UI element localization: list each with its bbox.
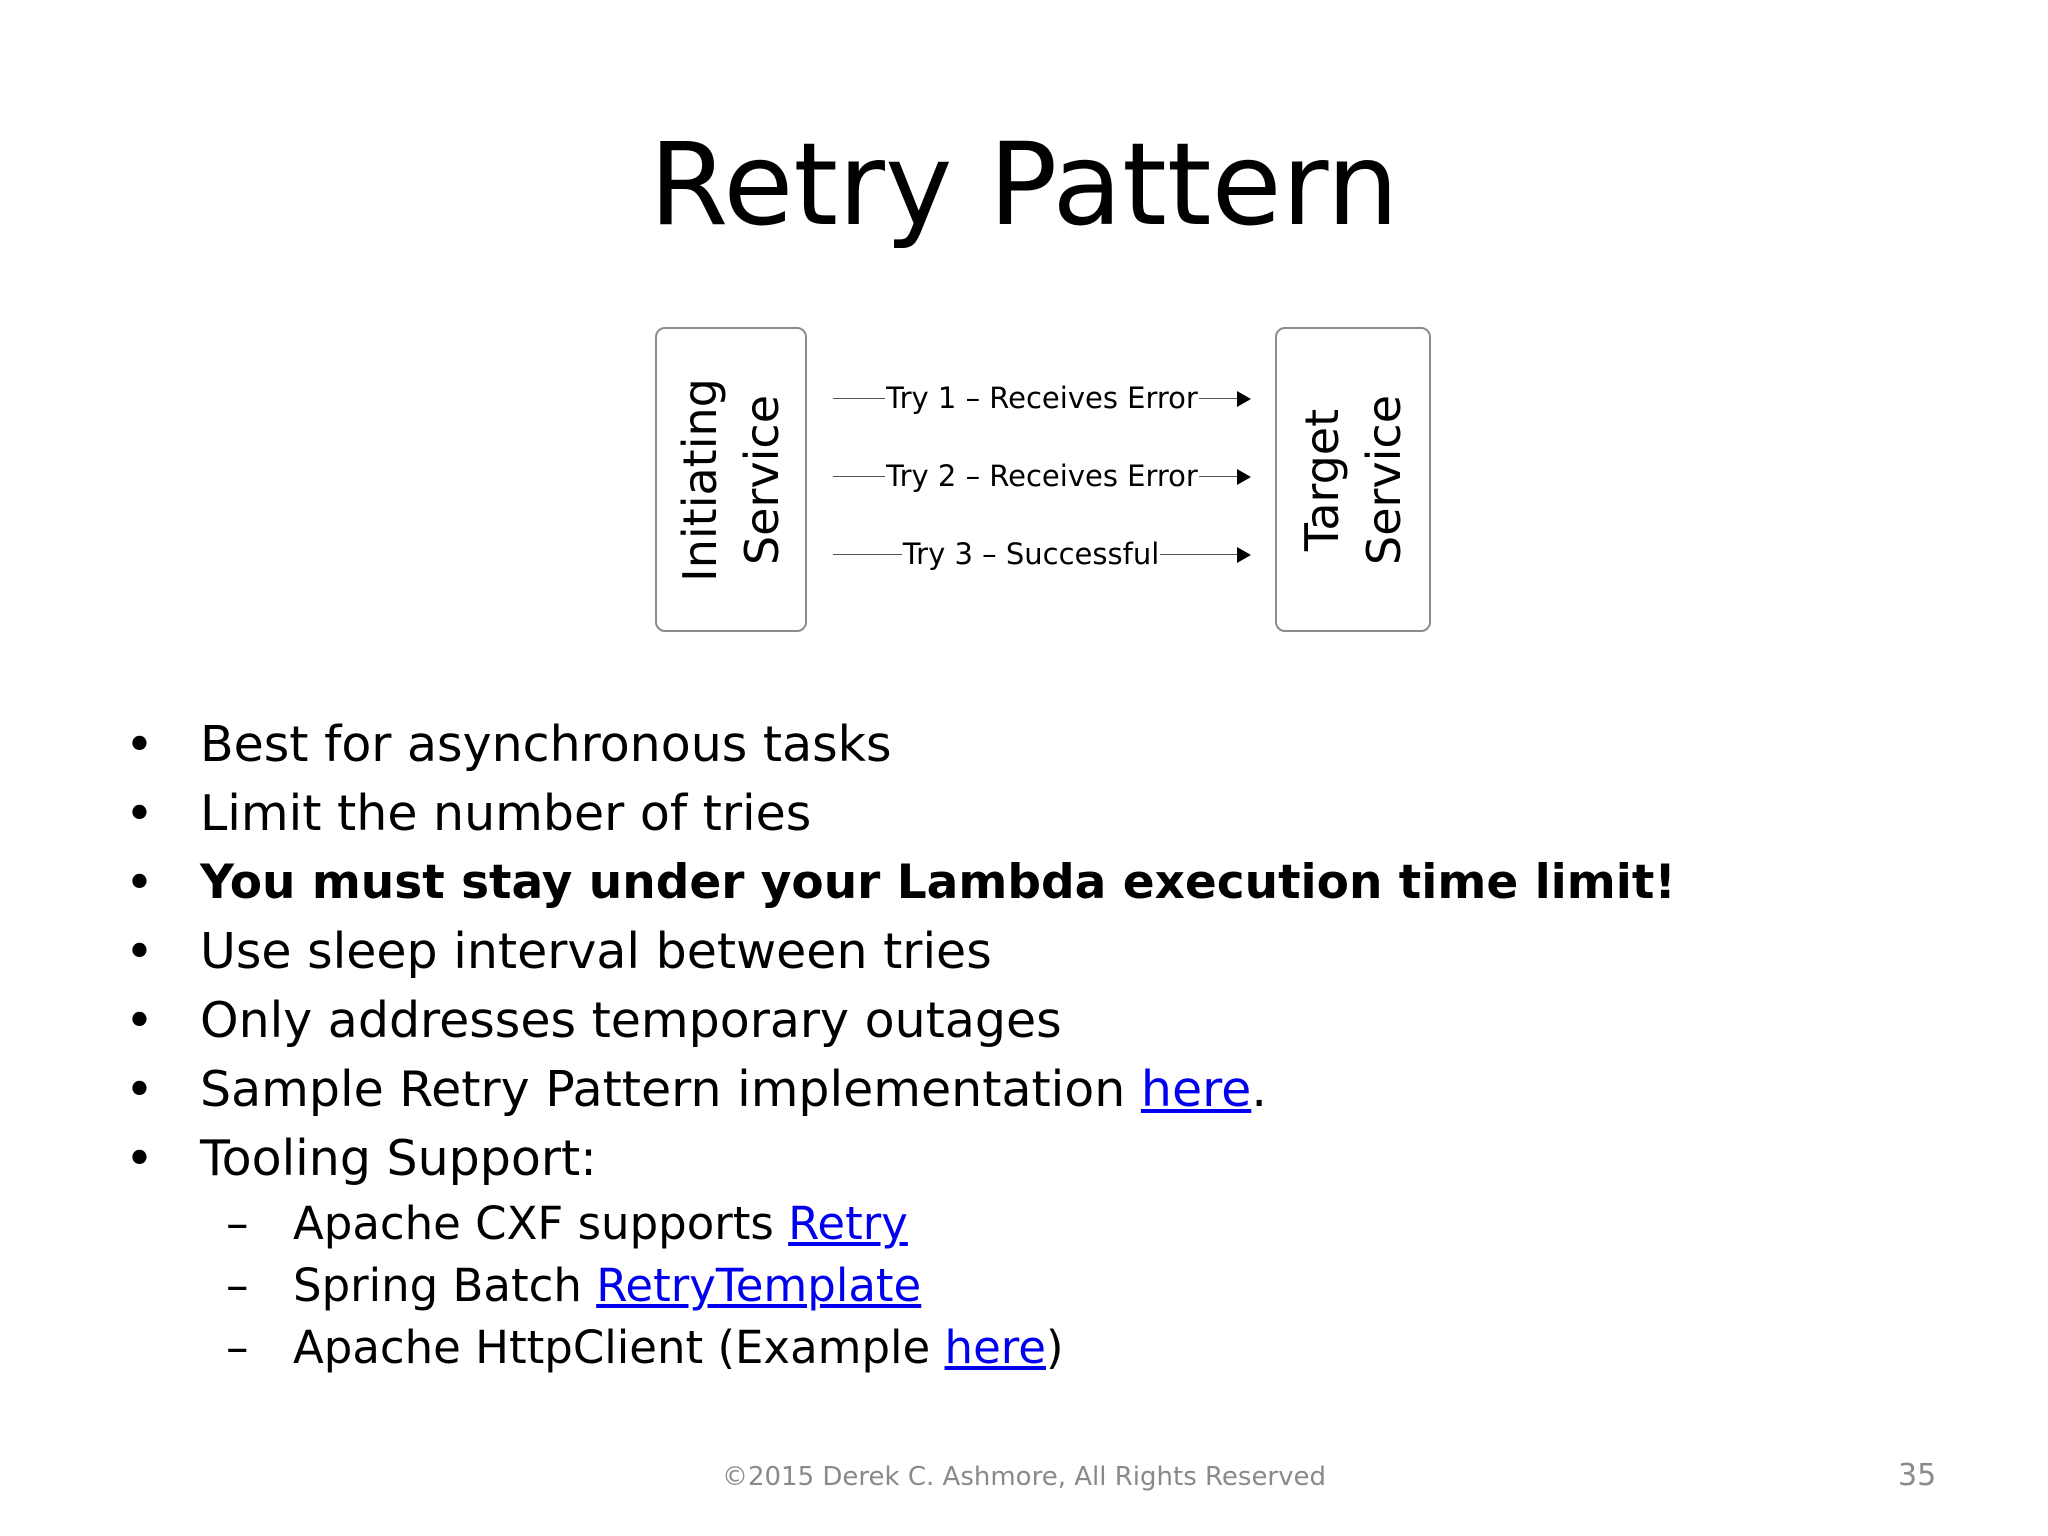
retry-arrow-3 (833, 534, 1251, 574)
bullet-icon: • (125, 1061, 154, 1118)
retry-arrow-label-2: Try 2 – Receives Error (886, 459, 1198, 493)
dash-icon: – (226, 1321, 249, 1374)
page-number: 35 (1898, 1458, 1937, 1493)
bullet-icon: • (125, 854, 154, 911)
dash-icon: – (226, 1197, 249, 1250)
target-service-box (1275, 327, 1431, 632)
retry-template-link[interactable]: RetryTemplate (596, 1259, 922, 1312)
initiating-service-label: Initiating Service (673, 377, 789, 582)
retry-arrow-2 (833, 456, 1251, 496)
retry-arrow-1 (833, 378, 1251, 418)
retry-arrow-label-1: Try 1 – Receives Error (886, 381, 1198, 415)
bullet-icon: • (125, 1130, 154, 1187)
dash-icon: – (226, 1259, 249, 1312)
copyright-footer: ©2015 Derek C. Ashmore, All Rights Reserved (721, 1462, 1327, 1492)
arrowhead-icon (1237, 547, 1251, 563)
retry-diagram (655, 327, 1435, 634)
cxf-retry-link[interactable]: Retry (788, 1197, 908, 1250)
sample-implementation-link[interactable]: here (1140, 1061, 1252, 1118)
bullet-icon: • (125, 992, 154, 1049)
bullet-icon: • (125, 716, 154, 773)
target-service-label: Target Service (1295, 394, 1411, 565)
httpclient-example-link[interactable]: here (944, 1321, 1046, 1374)
bullet-icon: • (125, 923, 154, 980)
bullet-list: • Best for asynchronous tasks • Limit the number of tries • You must stay under your Lambda execution time limit! • Use sleep interval between tries • Only addresses temporary outages • Sample Retry Pattern implementation here. • Tooling Support: – Apache CXF supports Retry – Spring Batch RetryTemplate – Apache HttpClient (Example here) (0, 0, 2048, 1536)
initiating-service-box (655, 327, 807, 632)
retry-arrow-label-3: Try 3 – Successful (902, 537, 1160, 571)
slide-title: Retry Pattern (649, 118, 1399, 251)
bullet-icon: • (125, 785, 154, 842)
